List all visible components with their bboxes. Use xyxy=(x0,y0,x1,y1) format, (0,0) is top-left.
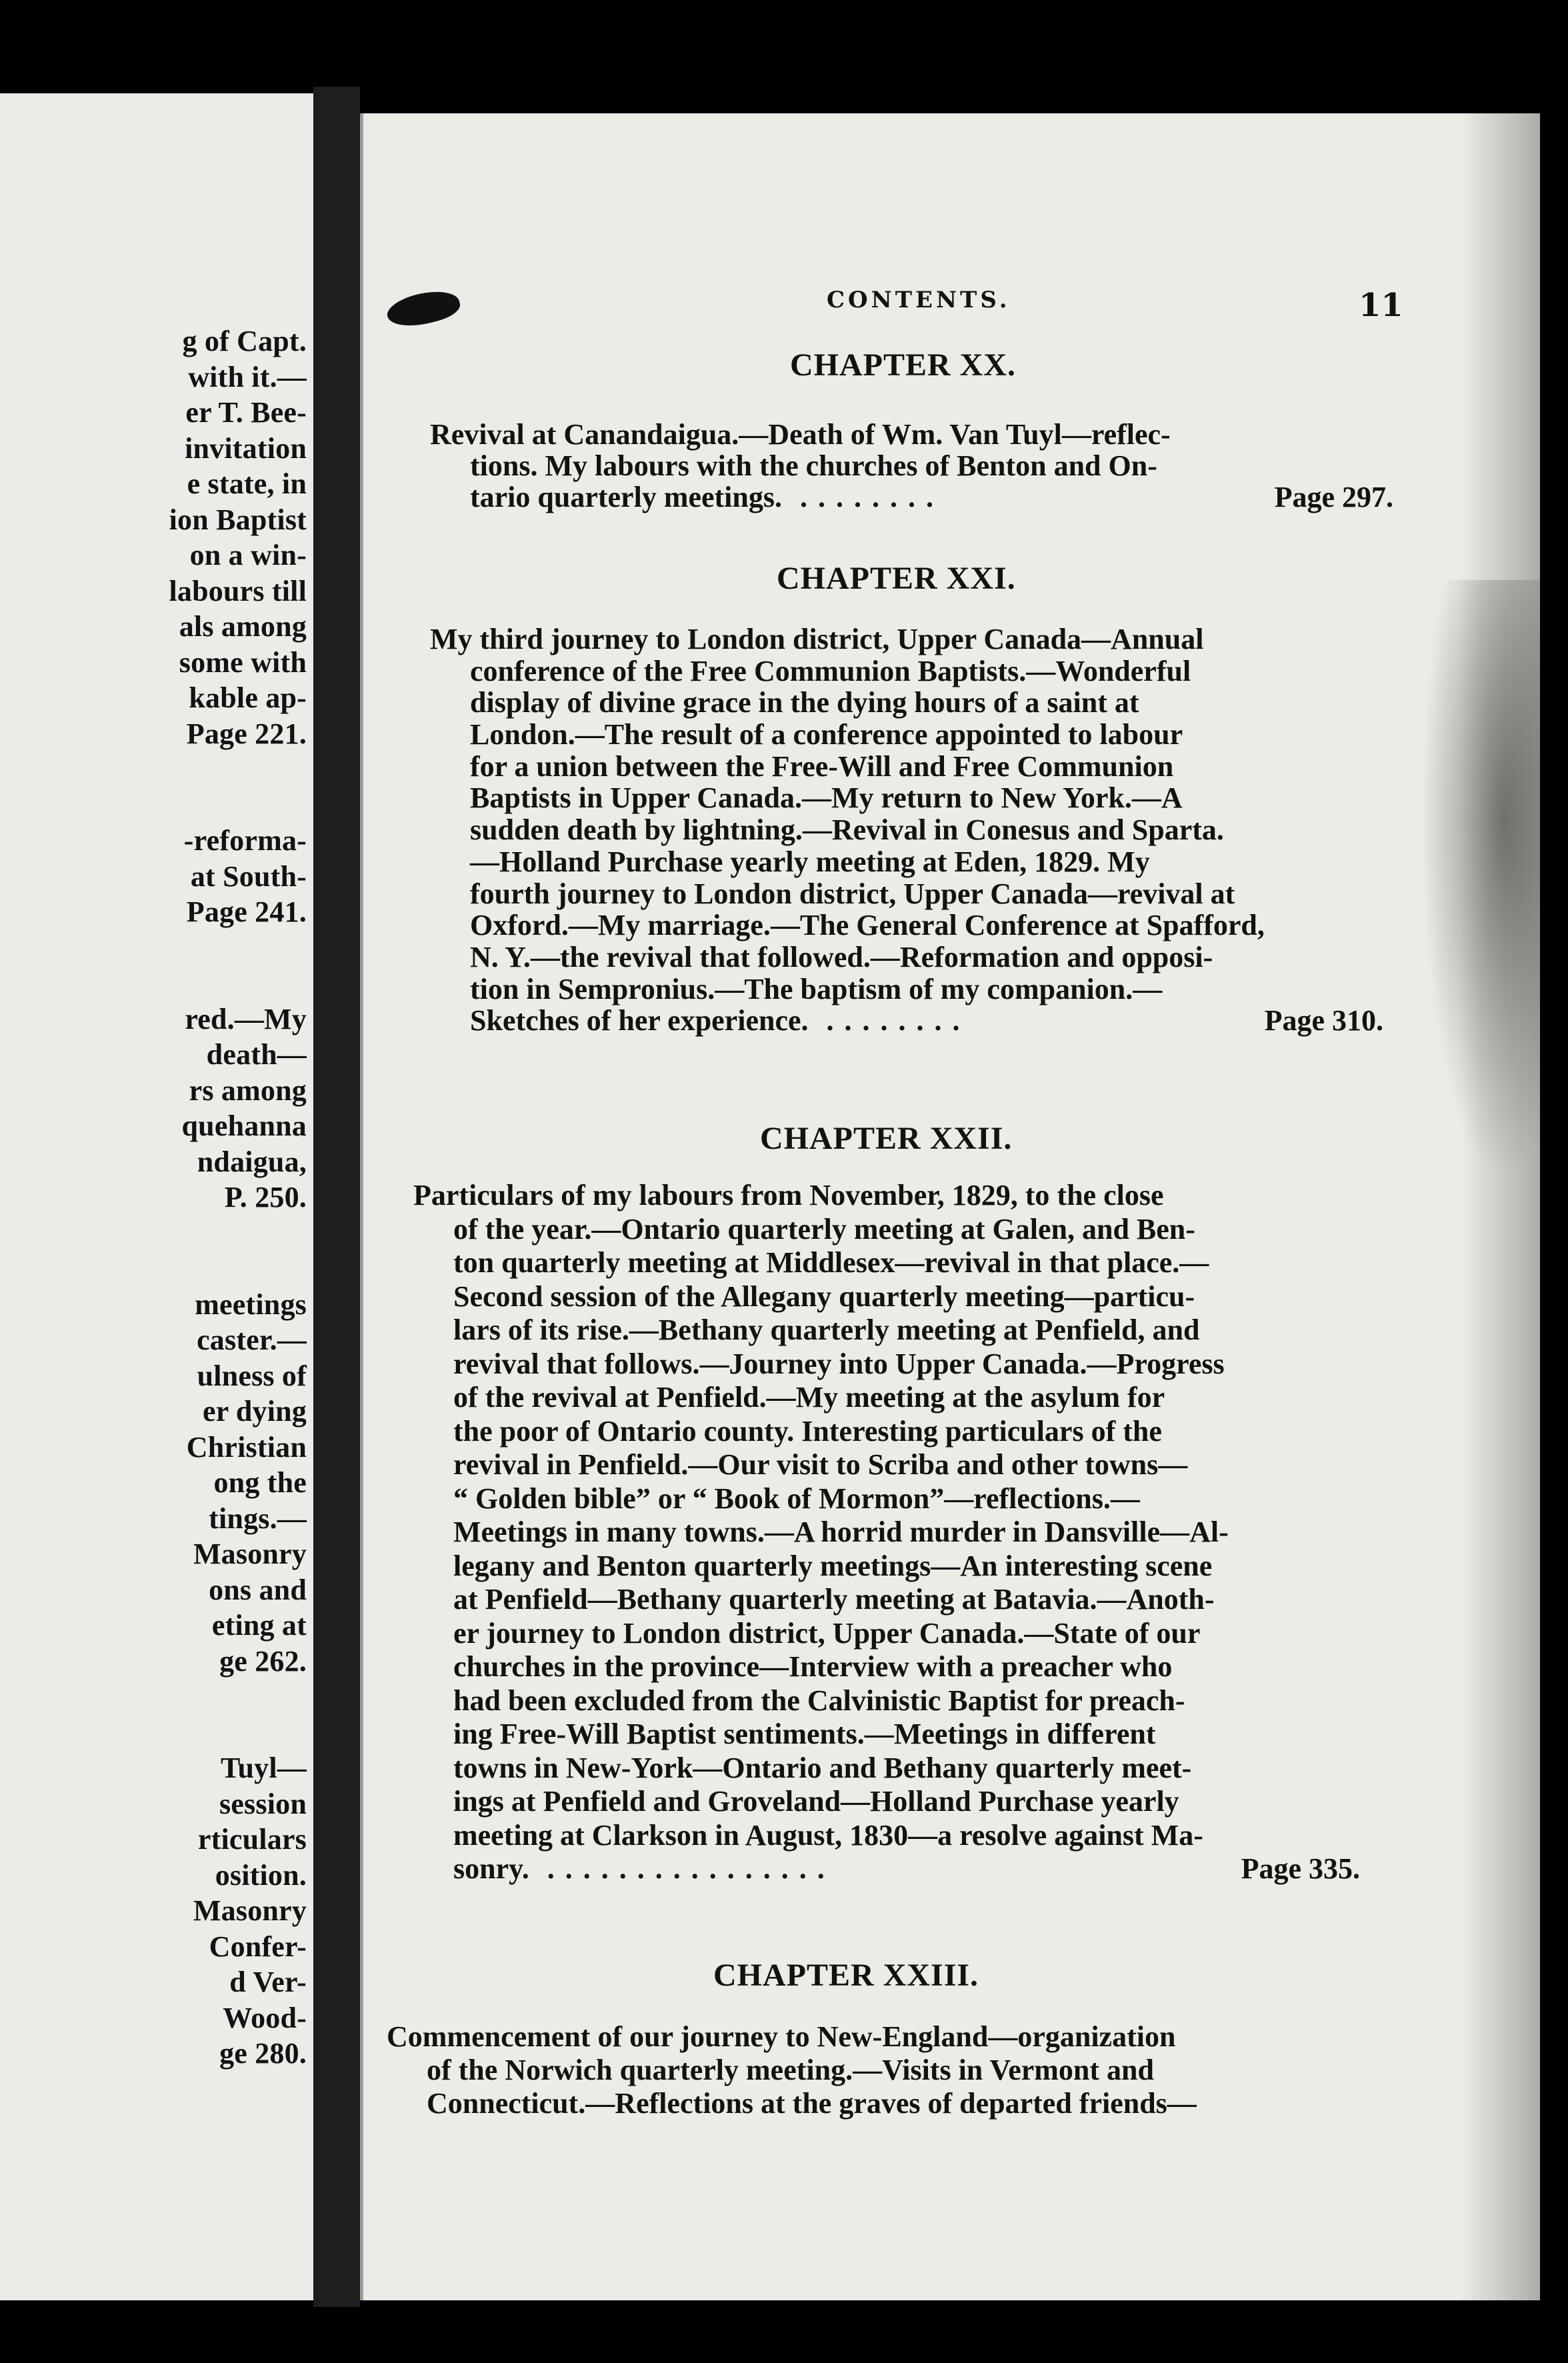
left-page-line: d Ver- xyxy=(229,1966,307,1998)
leader-dots: ........ xyxy=(808,1004,971,1037)
leader-dots: ................ xyxy=(529,1852,835,1885)
summary-line: Connecticut.—Reflections at the graves of departed friends— xyxy=(427,2087,1197,2120)
left-page-line: caster.— xyxy=(197,1324,307,1356)
summary-line: Sketches of her experience. ........ Page 310. xyxy=(470,1004,1383,1037)
summary-line: towns in New-York—Ontario and Bethany quarterly meet- xyxy=(453,1751,1192,1784)
left-page-line: ons and xyxy=(209,1573,307,1606)
left-page-line: Page 221. xyxy=(186,717,307,750)
left-page-line: some with xyxy=(179,645,307,679)
left-page-line: Confer- xyxy=(209,1930,307,1963)
summary-line: ton quarterly meeting at Middlesex—revival in that place.— xyxy=(453,1246,1209,1279)
left-page-line: Masonry xyxy=(193,1538,307,1570)
left-page-line xyxy=(0,1679,307,1715)
summary-line: My third journey to London district, Upper Canada—Annual xyxy=(430,623,1204,655)
summary-line: Particulars of my labours from November, 1829, to the close xyxy=(413,1179,1164,1212)
summary-line: lars of its rise.—Bethany quarterly meeting at Penfield, and xyxy=(453,1314,1200,1346)
left-page-line: g of Capt. xyxy=(182,325,307,357)
summary-line: ings at Penfield and Groveland—Holland Purchase yearly xyxy=(453,1785,1179,1818)
summary-line: ing Free-Will Baptist sentiments.—Meetings in different xyxy=(453,1718,1156,1750)
page-number: 11 xyxy=(1359,287,1403,324)
summary-line: Oxford.—My marriage.—The General Conference at Spafford, xyxy=(470,909,1265,942)
summary-line: at Penfield—Bethany quarterly meeting at Batavia.—Anoth- xyxy=(453,1583,1215,1616)
chapter-page-reference: Page 310. xyxy=(1264,1004,1383,1037)
page-stain xyxy=(1420,580,1540,1180)
left-page-line: kable ap- xyxy=(189,681,307,714)
left-page-line: ong the xyxy=(213,1466,307,1499)
summary-line: the poor of Ontario county. Interesting particulars of the xyxy=(453,1414,1162,1448)
summary-line: N. Y.—the revival that followed.—Reformation and opposi- xyxy=(470,940,1213,973)
left-facing-page xyxy=(0,93,313,2300)
summary-line: Meetings in many towns.—A horrid murder in Dansville—Al- xyxy=(453,1516,1229,1548)
left-page-line: osition. xyxy=(215,1858,307,1892)
left-page-line: ion Baptist xyxy=(169,503,307,536)
left-page-line: labours till xyxy=(169,574,307,607)
left-page-line: ge 262. xyxy=(219,1644,307,1678)
summary-line: conference of the Free Communion Baptists.—Wonderful xyxy=(470,654,1191,687)
left-page-line: Tuyl— xyxy=(220,1752,307,1784)
summary-line: churches in the province—Interview with a preacher who xyxy=(453,1650,1173,1683)
leader-dots: ........ xyxy=(782,481,944,513)
left-page-line xyxy=(0,1715,307,1751)
left-page-line: invitation xyxy=(185,431,307,465)
left-page-line xyxy=(0,930,307,966)
left-page-line: death— xyxy=(206,1038,307,1071)
left-page-line: meetings xyxy=(195,1288,307,1321)
summary-line: sonry. ................ Page 335. xyxy=(453,1852,1360,1885)
summary-line: meeting at Clarkson in August, 1830—a resolve against Ma- xyxy=(453,1818,1203,1852)
left-page-line: red.—My xyxy=(185,1002,307,1035)
left-page-line: Christian xyxy=(186,1430,307,1464)
left-page-line xyxy=(0,1251,307,1287)
left-page-line: tings.— xyxy=(209,1502,307,1535)
chapter-heading: CHAPTER XX. xyxy=(790,347,1017,383)
left-page-line: rticulars xyxy=(197,1823,307,1856)
left-page-line: Masonry xyxy=(193,1894,307,1927)
summary-line: of the revival at Penfield.—My meeting at the asylum for xyxy=(453,1381,1165,1414)
summary-line: er journey to London district, Upper Canada.—State of our xyxy=(453,1616,1201,1650)
summary-line: London.—The result of a conference appointed to labour xyxy=(470,718,1183,751)
book-gutter xyxy=(313,87,360,2307)
running-head: CONTENTS. xyxy=(827,287,1011,313)
summary-line: had been excluded from the Calvinistic Baptist for preach- xyxy=(453,1684,1185,1717)
summary-line: Revival at Canandaigua.—Death of Wm. Van Tuyl—reflec- xyxy=(430,418,1171,451)
summary-line: revival in Penfield.—Our visit to Scriba and other towns— xyxy=(453,1448,1188,1481)
left-page-line: eting at xyxy=(211,1609,307,1642)
summary-line: of the year.—Ontario quarterly meeting at Galen, and Ben- xyxy=(453,1212,1195,1246)
left-page-line: at South- xyxy=(190,859,307,893)
summary-line: revival that follows.—Journey into Upper Canada.—Progress xyxy=(453,1347,1225,1380)
summary-line: tario quarterly meetings. ........ Page 297. xyxy=(470,481,1393,513)
summary-line: tions. My labours with the churches of Benton and On- xyxy=(470,449,1157,482)
left-page-line: -reforma- xyxy=(183,824,307,857)
summary-line: tion in Sempronius.—The baptism of my companion.— xyxy=(470,972,1163,1005)
left-page-text xyxy=(0,323,307,2072)
left-page-line xyxy=(0,1216,307,1252)
left-page-line xyxy=(0,787,307,823)
summary-line: Commencement of our journey to New-England—organization xyxy=(387,2020,1176,2053)
summary-line: fourth journey to London district, Upper Canada—revival at xyxy=(470,877,1235,910)
left-page-line: rs among xyxy=(189,1073,307,1107)
left-page-line xyxy=(0,965,307,1001)
left-page-line: er T. Bee- xyxy=(185,396,307,429)
summary-line: “ Golden bible” or “ Book of Mormon”—reflections.— xyxy=(453,1482,1140,1515)
chapter-page-reference: Page 335. xyxy=(1241,1852,1360,1885)
left-page-line: with it.— xyxy=(188,360,307,393)
summary-line: display of divine grace in the dying hours of a saint at xyxy=(470,686,1139,719)
chapter-summary xyxy=(430,623,1383,1037)
summary-line: sudden death by lightning.—Revival in Conesus and Sparta. xyxy=(470,813,1224,847)
left-page-line: on a win- xyxy=(189,539,307,571)
chapter-summary xyxy=(430,419,1393,513)
summary-line: —Holland Purchase yearly meeting at Eden, 1829. My xyxy=(470,845,1150,878)
chapter-summary xyxy=(387,2020,1340,2120)
summary-line: of the Norwich quarterly meeting.—Visits in Vermont and xyxy=(427,2054,1154,2086)
summary-line: legany and Benton quarterly meetings—An interesting scene xyxy=(453,1549,1213,1582)
left-page-line: session xyxy=(219,1787,307,1820)
left-page-line: e state, in xyxy=(187,467,307,500)
summary-line: Baptists in Upper Canada.—My return to New York.—A xyxy=(470,781,1183,815)
chapter-heading: CHAPTER XXI. xyxy=(777,561,1016,596)
left-page-line: quehanna xyxy=(181,1109,307,1142)
page-edge-shadow xyxy=(1460,113,1540,2300)
left-page-line: P. 250. xyxy=(224,1181,307,1214)
chapter-summary xyxy=(413,1179,1360,1886)
chapter-heading: CHAPTER XXII. xyxy=(760,1121,1013,1156)
left-page-line: Page 241. xyxy=(186,895,307,928)
left-page-line: als among xyxy=(179,610,307,643)
summary-line: for a union between the Free-Will and Free Communion xyxy=(470,749,1174,783)
left-page-line: ndaigua, xyxy=(197,1145,307,1178)
chapter-heading: CHAPTER XXIII. xyxy=(713,1958,979,1993)
left-page-line: Wood- xyxy=(223,2001,307,2034)
left-page-line: er dying xyxy=(202,1395,307,1428)
left-page-line xyxy=(0,751,307,787)
summary-line: Second session of the Allegany quarterly meeting—particu- xyxy=(453,1280,1195,1313)
left-page-line: ulness of xyxy=(197,1359,307,1392)
left-page-line: ge 280. xyxy=(219,2037,307,2070)
chapter-page-reference: Page 297. xyxy=(1274,481,1393,513)
